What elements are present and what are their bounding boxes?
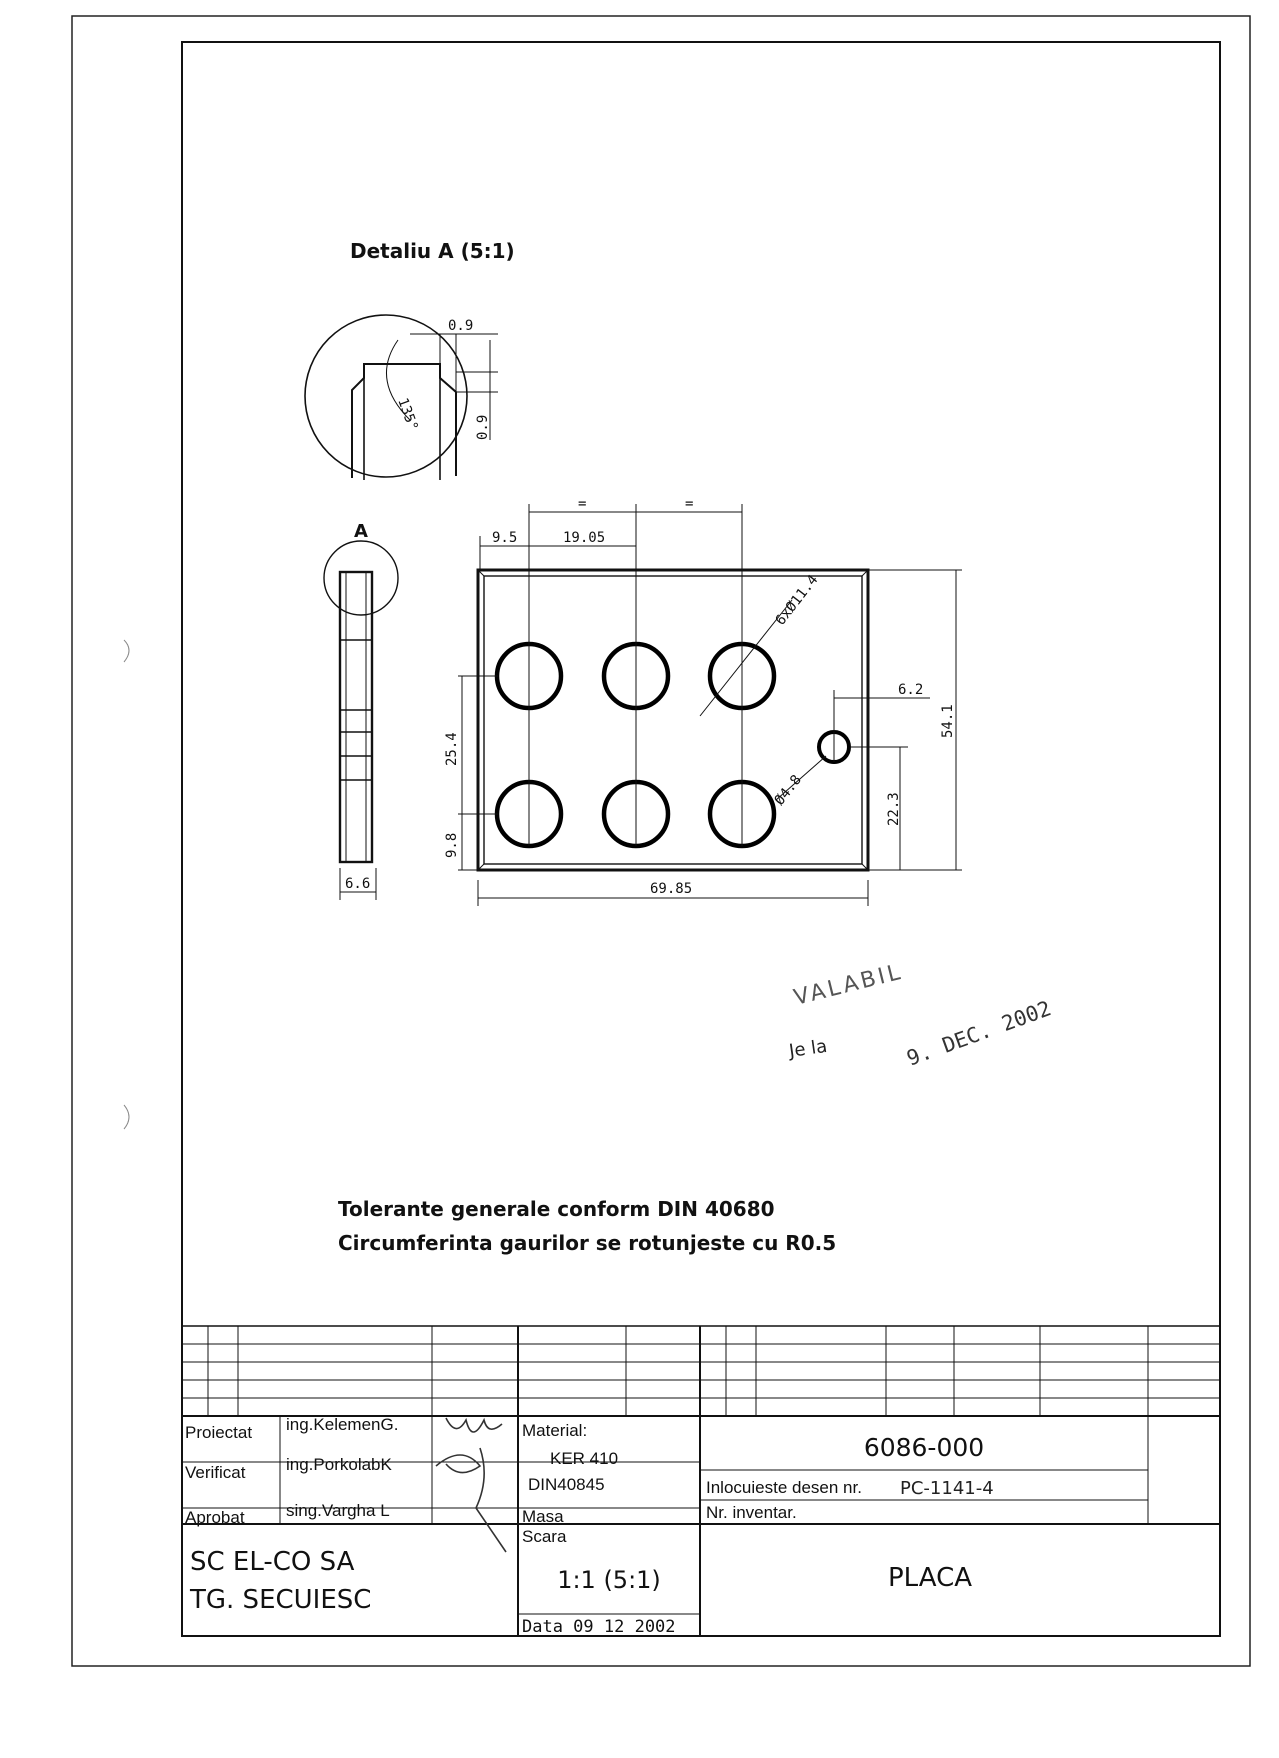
stamp-date: 9. DEC. 2002 (903, 996, 1055, 1071)
material-std: DIN40845 (528, 1475, 605, 1494)
dim-thickness: 6.6 (345, 876, 371, 892)
scale-value: 1:1 (5:1) (557, 1566, 661, 1594)
dim-detail-angle: 135° (394, 395, 421, 434)
replaces-value: PC-1141-4 (900, 1478, 994, 1499)
stamp-valid: VALABIL (791, 959, 906, 1011)
plate-front-view (478, 570, 868, 870)
dim-equal-left: = (578, 496, 587, 512)
dim-row-pitch: 25.4 (444, 732, 460, 766)
role-checked: Verificat (185, 1463, 246, 1482)
dim-small-hole-y: 22.3 (886, 792, 902, 826)
note-line-2: Circumferinta gaurilor se rotunjeste cu R0.5 (338, 1231, 837, 1255)
stamp-initials: Je la (787, 1035, 829, 1062)
dim-small-hole-x: 6.2 (898, 682, 924, 698)
dim-detail-width: 0.9 (448, 318, 474, 334)
material-label: Material: (522, 1421, 588, 1440)
hole-group (497, 644, 849, 846)
dim-equal-right: = (685, 496, 694, 512)
part-name: PLACA (887, 1563, 973, 1593)
dim-left-offset: 9.5 (492, 530, 518, 546)
side-view (340, 572, 376, 900)
note-line-1: Tolerante generale conform DIN 40680 (338, 1197, 775, 1221)
dim-bottom-offset: 9.8 (444, 832, 460, 858)
role-designed: Proiectat (185, 1423, 253, 1442)
signature (436, 1418, 506, 1552)
material-name: KER 410 (550, 1449, 619, 1468)
name-checked: ing.PorkolabK (286, 1455, 392, 1474)
drawing-date: Data 09 12 2002 (522, 1617, 676, 1637)
company-line-2: TG. SECUIESC (190, 1585, 372, 1615)
dim-detail-height: 0.9 (475, 414, 491, 440)
scara-label: Scara (522, 1527, 567, 1546)
replaces-label: Inlocuieste desen nr. (706, 1478, 862, 1497)
dim-width: 69.85 (650, 881, 693, 897)
masa-label: Masa (522, 1507, 564, 1526)
detail-a-view (305, 315, 498, 480)
dim-pitch: 19.05 (563, 530, 606, 546)
punch-mark (124, 1105, 129, 1129)
name-designed: ing.KelemenG. (286, 1415, 399, 1434)
detail-a-marker (324, 541, 398, 615)
drawing-number: 6086-000 (863, 1433, 985, 1462)
sheet-outer-border (72, 16, 1250, 1666)
inventory-label: Nr. inventar. (706, 1503, 797, 1522)
dim-small-hole: Ø4.8 (771, 772, 805, 809)
detail-marker-label: A (354, 521, 368, 542)
detail-title: Detaliu A (5:1) (350, 239, 515, 263)
company-line-1: SC EL-CO SA (190, 1547, 355, 1577)
dim-holes: 6xØ11.4 (772, 572, 822, 629)
dim-height: 54.1 (940, 704, 956, 738)
punch-mark (124, 640, 129, 662)
name-approved: sing.Vargha L (286, 1501, 390, 1520)
role-approved: Aprobat (185, 1508, 245, 1527)
